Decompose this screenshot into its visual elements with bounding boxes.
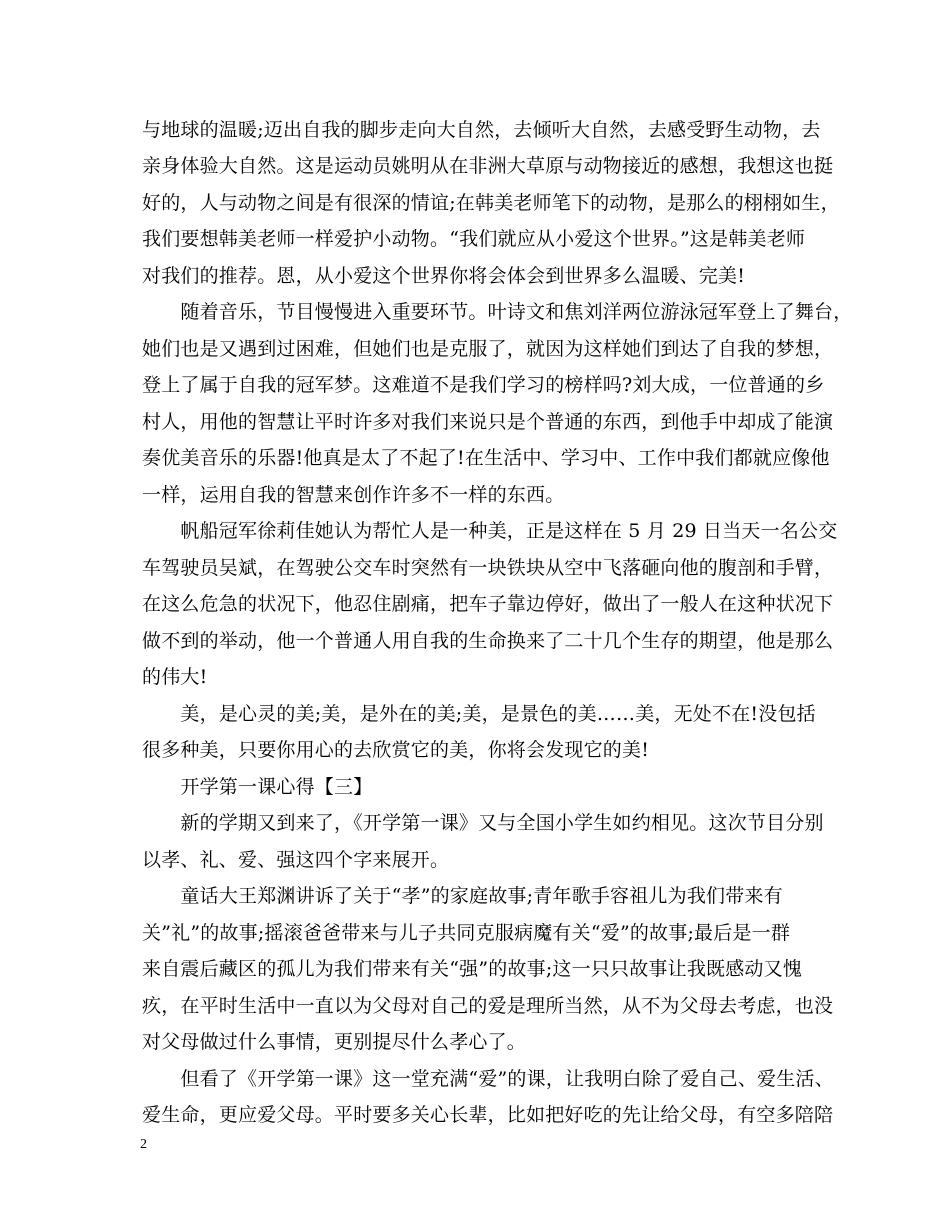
text-line: 来自震后藏区的孤儿为我们带来有关“强”的故事;这一只只故事让我既感动又愧 [142,958,803,980]
text-line: 的伟大! [142,666,208,688]
text-line: 好的，人与动物之间是有很深的情谊;在韩美老师笔下的动物，是那么的栩栩如生， [142,192,840,214]
text-line: 对父母做过什么事情，更别提尽什么孝心了。 [142,1031,527,1053]
text-line: 她们也是又遇到过困难，但她们也是克服了，就因为这样她们到达了自我的梦想， [142,338,834,360]
text-line: 与地球的温暖;迈出自我的脚步走向大自然，去倾听大自然，去感受野生动物，去 [142,119,821,141]
text-line: 在这么危急的状况下，他忍住剧痛，把车子靠边停好，做出了一般人在这种状况下 [142,593,834,615]
paragraph-start-line: 帆船冠军徐莉佳她认为帮忙人是一种美，正是这样在 5 月 29 日当天一名公交 [142,520,838,542]
text-line: 亲身体验大自然。这是运动员姚明从在非洲大草原与动物接近的感想，我想这也挺 [142,155,834,177]
text-line: 很多种美，只要你用心的去欣赏它的美，你将会发现它的美! [142,739,650,761]
paragraph-start-line: 但看了《开学第一课》这一堂充满“爱”的课，让我明白除了爱自己、爱生活、 [142,1068,834,1090]
text-line: 做不到的举动，他一个普通人用自我的生命换来了二十几个生存的期望，他是那么 [142,630,834,652]
text-line: 登上了属于自我的冠军梦。这难道不是我们学习的榜样吗?刘大成，一位普通的乡 [142,374,825,396]
text-line: 奏优美音乐的乐器!他真是太了不起了!在生活中、学习中、工作中我们都就应像他 [142,447,830,469]
paragraph-start-line: 美，是心灵的美;美，是外在的美;美，是景色的美……美，无处不在!没包括 [142,703,816,725]
text-line: 疚，在平时生活中一直以为父母对自己的爱是理所当然，从不为父母去考虑，也没 [142,995,834,1017]
section-heading: 开学第一课心得【三】 [142,776,373,798]
paragraph-start-line: 随着音乐，节目慢慢进入重要环节。叶诗文和焦刘洋两位游泳冠军登上了舞台， [142,301,853,323]
paragraph-start-line: 新的学期又到来了，《开学第一课》又与全国小学生如约相见。这次节目分别 [142,812,824,834]
text-line: 关”礼”的故事;摇滚爸爸带来与儿子共同克服病魔有关“爱”的故事;最后是一群 [142,922,791,944]
text-line: 村人，用他的智慧让平时许多对我们来说只是个普通的东西，到他手中却成了能演 [142,411,834,433]
text-line: 我们要想韩美老师一样爱护小动物。“我们就应从小爱这个世界。”这是韩美老师 [142,228,806,250]
text-line: 爱生命，更应爱父母。平时要多关心长辈，比如把好吃的先让给父母，有空多陪陪 [142,1104,834,1126]
text-line: 对我们的推荐。恩，从小爱这个世界你将会体会到世界多么温暖、完美! [142,265,746,287]
text-line: 一样，运用自我的智慧来创作许多不一样的东西。 [142,484,565,506]
paragraph-start-line: 童话大王郑渊讲诉了关于“孝”的家庭故事;青年歌手容祖儿为我们带来有 [142,885,783,907]
text-line: 以孝、礼、爱、强这四个字来展开。 [142,849,450,871]
page-number: 2 [140,1137,147,1152]
text-line: 车驾驶员吴斌，在驾驶公交车时突然有一块铁块从空中飞落砸向他的腹剖和手臂， [142,557,834,579]
